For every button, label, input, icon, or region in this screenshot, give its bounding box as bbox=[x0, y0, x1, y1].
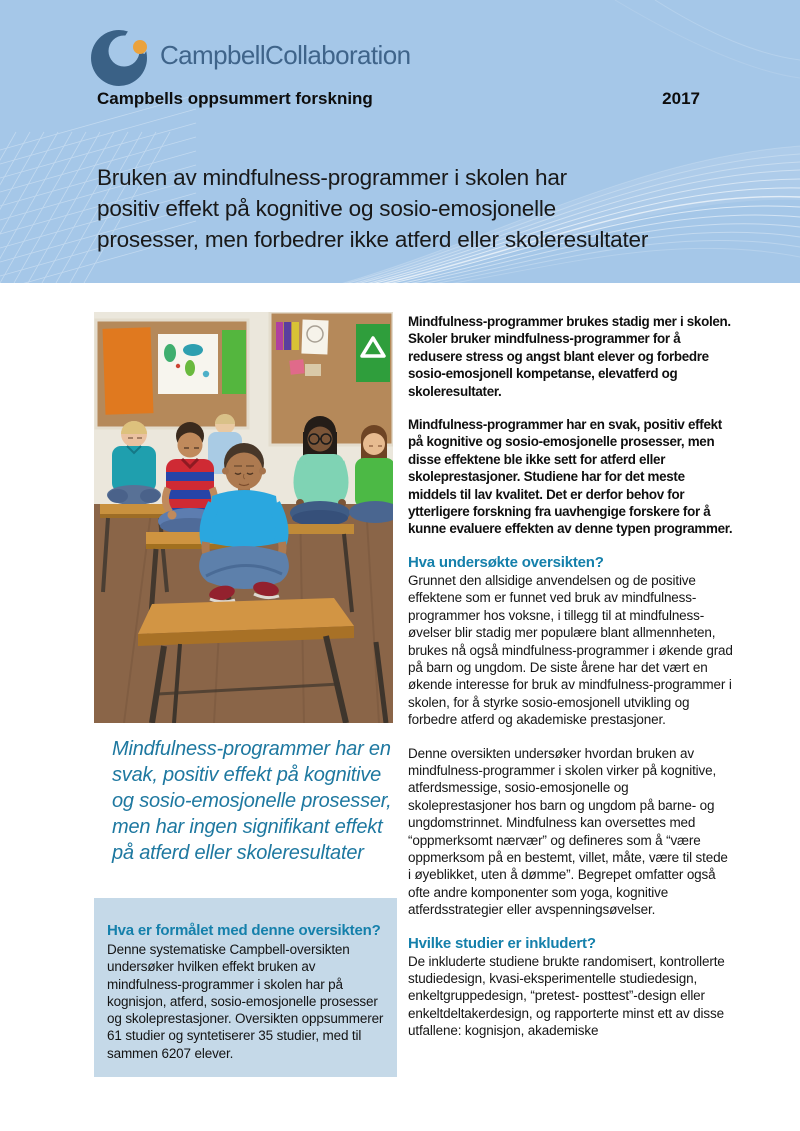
report-title-line: prosesser, men forbedrer ikke atferd eller skoleresultater bbox=[97, 227, 649, 252]
report-header bbox=[0, 0, 800, 283]
series-title: Campbells oppsummert forskning bbox=[97, 89, 373, 108]
classroom-photo bbox=[94, 312, 393, 723]
series-row bbox=[97, 89, 700, 109]
section-paragraph: Denne oversikten undersøker hvordan bruken av mindfulness-programmer i skolen virker på kognitive, atferdsmessige, sosio-emosjonelle og skoleprestasjoner hos barn og ungdom på barne- og ungdomstrinnet. Mindfulness kan oversettes med “oppmerksomt nærvær” og defineres som å “være oppmerksom på en bestemt, villet, måte, være til stede i øyeblikket, uten å dømme”. Begrepet omfatter også ofte andre komponenter som yoga, kognitive atferdsstrategier eller avspenningsøvelser. bbox=[408, 745, 728, 918]
intro-paragraph: Mindfulness-programmer brukes stadig mer i skolen. Skoler bruker mindfulness-programmer for å redusere stress og angst blant elever og forbedre sosio-emosjonell kompetanse, elevatferd og skoleresultater. bbox=[408, 314, 731, 399]
intro-paragraph: Mindfulness-programmer har en svak, positiv effekt på kognitive og sosio-emosjonelle prosesser, men disse effektene ble ikke sett for atferd eller skoleprestasjoner. Studiene har for det meste middels til lav kvalitet. Det er derfor behov for ytterligere forskning fra uavhengige forskere for å kunne evaluere effekten av denne typen programmer. bbox=[408, 417, 733, 537]
report-title-line: positiv effekt på kognitive og sosio-emosjonelle bbox=[97, 196, 556, 221]
report-title bbox=[97, 162, 757, 255]
section-paragraph: Grunnet den allsidige anvendelsen og de positive effektene som er funnet ved bruk av mindfulness-programmer hos voksne, i tillegg til at mindfulness-øvelser blir stadig mer populære blant allmennheten, brukes nå også mindfulness-programmer i økende grad på barn og ungdom. De siste årene har det vært en økende interesse for bruk av mindfulness-programmer i skolen, for å styrke sosio-emosjonell utvikling og forbedre atferd og akademiske prestasjoner. bbox=[408, 572, 733, 728]
year-label: 2017 bbox=[662, 89, 700, 108]
campbell-logo-wordmark: CampbellCollaboration bbox=[160, 40, 411, 70]
campbell-logo-icon bbox=[91, 26, 149, 89]
classroom-photo-illustration bbox=[94, 312, 393, 723]
purpose-infobox bbox=[94, 898, 397, 1077]
recycle-poster bbox=[356, 324, 390, 382]
infobox-body: Denne systematiske Campbell-oversikten undersøker hvilken effekt bruken av mindfulness-programmer i skolen har på kognisjon, atferd, sosio-emosjonelle prosesser og skoleprestasjoner. Oversikten oppsummerer 61 studier og syntetiserer 35 studier, med til sammen 6207 elever. bbox=[107, 942, 384, 1061]
summary-column bbox=[408, 313, 734, 1056]
report-title-line: Bruken av mindfulness-programmer i skolen har bbox=[97, 165, 567, 190]
orange-paper bbox=[103, 327, 154, 415]
section-heading-included-studies: Hvilke studier er inkludert? bbox=[408, 934, 596, 952]
infobox-heading: Hva er formålet med denne oversikten? bbox=[107, 922, 381, 939]
section-heading-what-examined: Hva undersøkte oversikten? bbox=[408, 553, 604, 571]
world-map-poster bbox=[158, 334, 218, 394]
section-paragraph: De inkluderte studiene brukte randomisert, kontrollerte studiedesign, kvasi-eksperimentelle studiedesign, enkeltgruppedesign, “pretest- posttest”-design eller enkeltdeltakerdesign, og rapporterte minst ett av disse utfallene: kognisjon, akademiske bbox=[408, 953, 725, 1039]
green-paper bbox=[222, 330, 246, 394]
white-poster bbox=[301, 320, 328, 355]
campbell-logo bbox=[91, 26, 410, 89]
pull-quote: Mindfulness-programmer har en svak, positiv effekt på kognitive og sosio-emosjonelle prosesser, men har ingen signifikant effekt på atferd eller skoleresultater bbox=[112, 738, 392, 864]
